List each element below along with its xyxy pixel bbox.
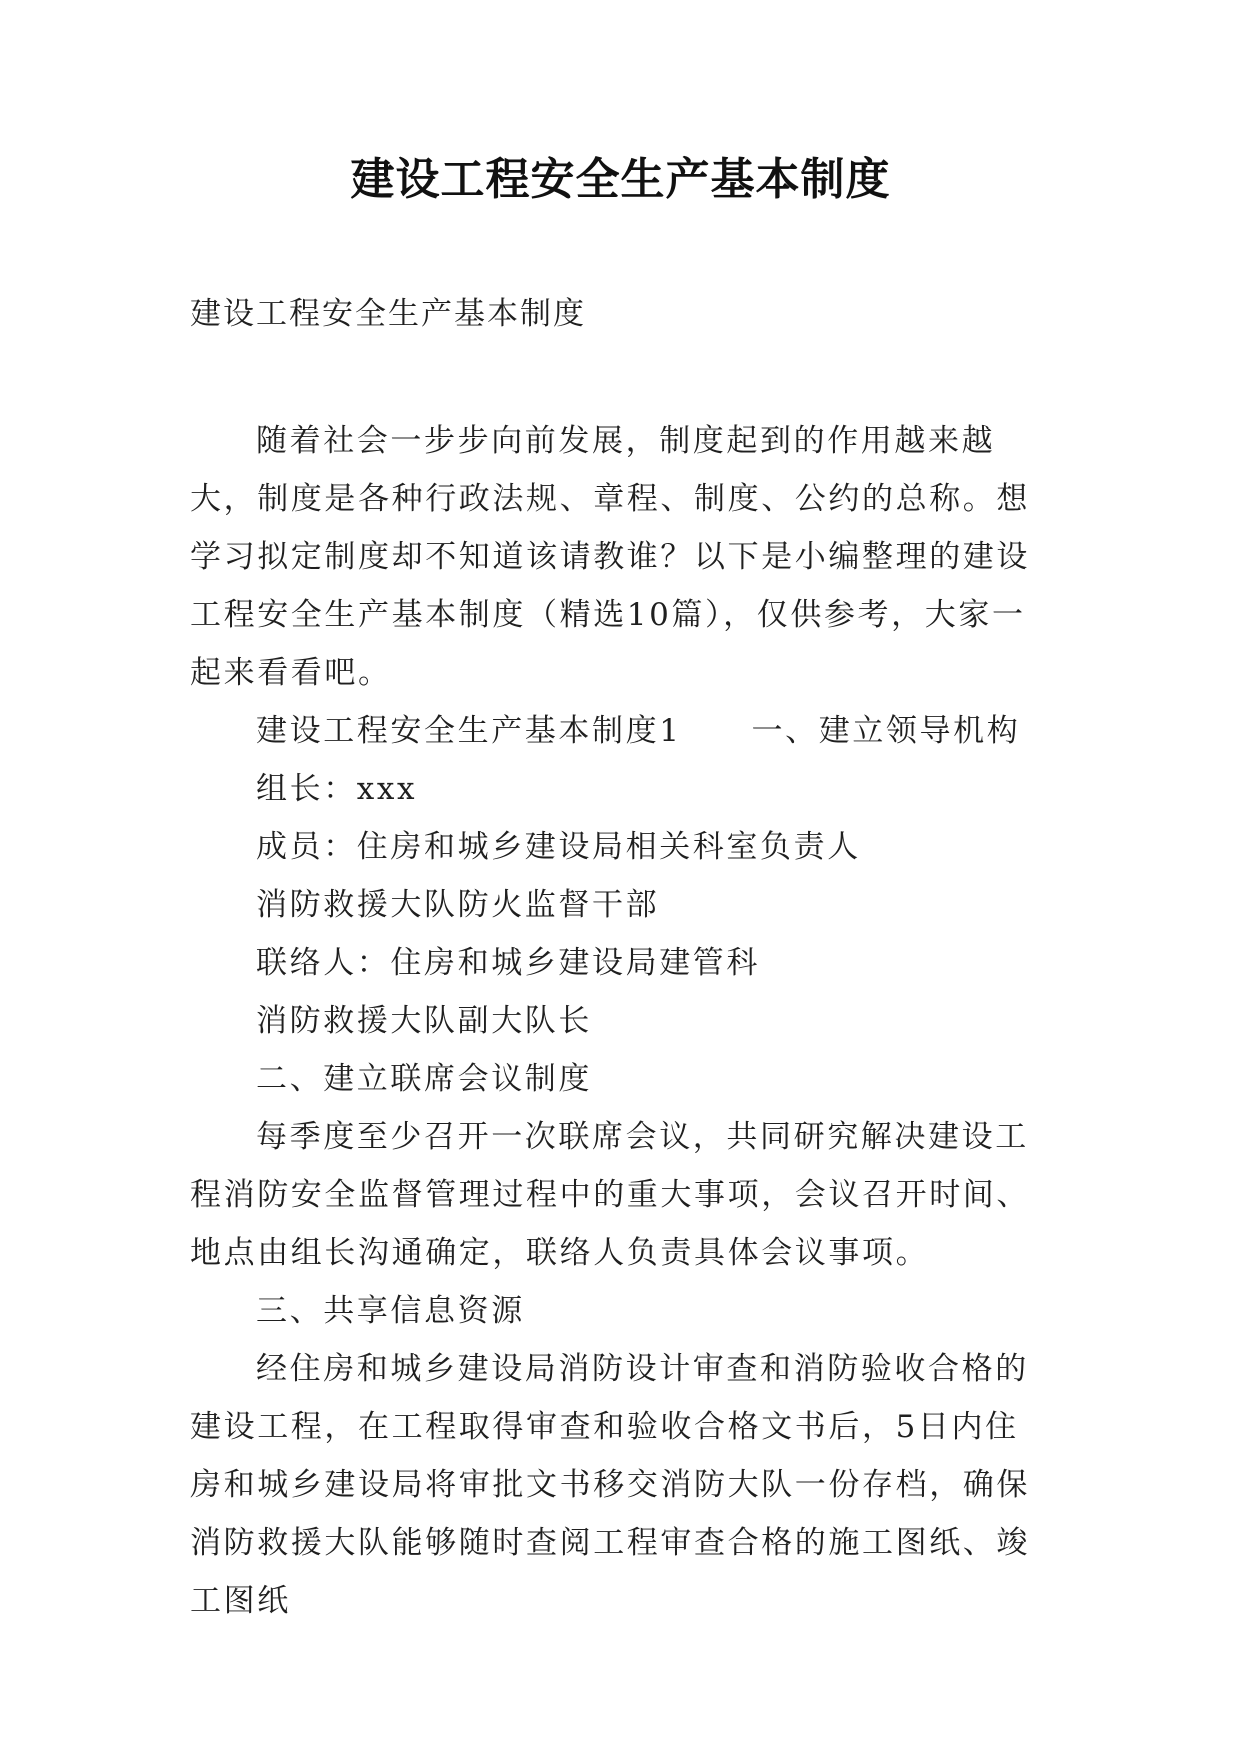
intro-paragraph: 随着社会一步步向前发展，制度起到的作用越来越大，制度是各种行政法规、章程、制度、公约的总称。想学习拟定制度却不知道该请教谁？以下是小编整理的建设工程安全生产基本制度（精选10篇），仅供参考，大家一起来看看吧。 — [190, 423, 1030, 691]
paragraph-2: 每季度至少召开一次联席会议，共同研究解决建设工程消防安全监督管理过程中的重大事项，会议召开时间、地点由组长沟通确定，联络人负责具体会议事项。 — [190, 1119, 1030, 1271]
leadership-heading: 一、建立领导机构 — [751, 713, 1021, 749]
members-line-2: 消防救援大队防火监督干部 — [256, 887, 660, 923]
document-body — [190, 412, 1050, 1630]
heading-2: 二、建立联席会议制度 — [256, 1061, 592, 1097]
liaison-line-2: 消防救援大队副大队长 — [256, 1003, 592, 1039]
members-line: 成员：住房和城乡建设局相关科室负责人 — [256, 829, 861, 865]
leader-line: 组长：xxx — [256, 771, 418, 807]
section-1-heading-line — [190, 702, 1050, 760]
paragraph-3: 经住房和城乡建设局消防设计审查和消防验收合格的建设工程，在工程取得审查和验收合格文书后，5日内住房和城乡建设局将审批文书移交消防大队一份存档，确保消防救援大队能够随时查阅工程审查合格的施工图纸、竣工图纸 — [190, 1351, 1030, 1619]
document-subtitle: 建设工程安全生产基本制度 — [190, 296, 586, 332]
heading-3: 三、共享信息资源 — [256, 1293, 525, 1329]
liaison-line: 联络人：住房和城乡建设局建管科 — [256, 945, 760, 981]
document-title: 建设工程安全生产基本制度 — [350, 154, 891, 205]
section-1-heading: 建设工程安全生产基本制度1 — [256, 713, 682, 749]
